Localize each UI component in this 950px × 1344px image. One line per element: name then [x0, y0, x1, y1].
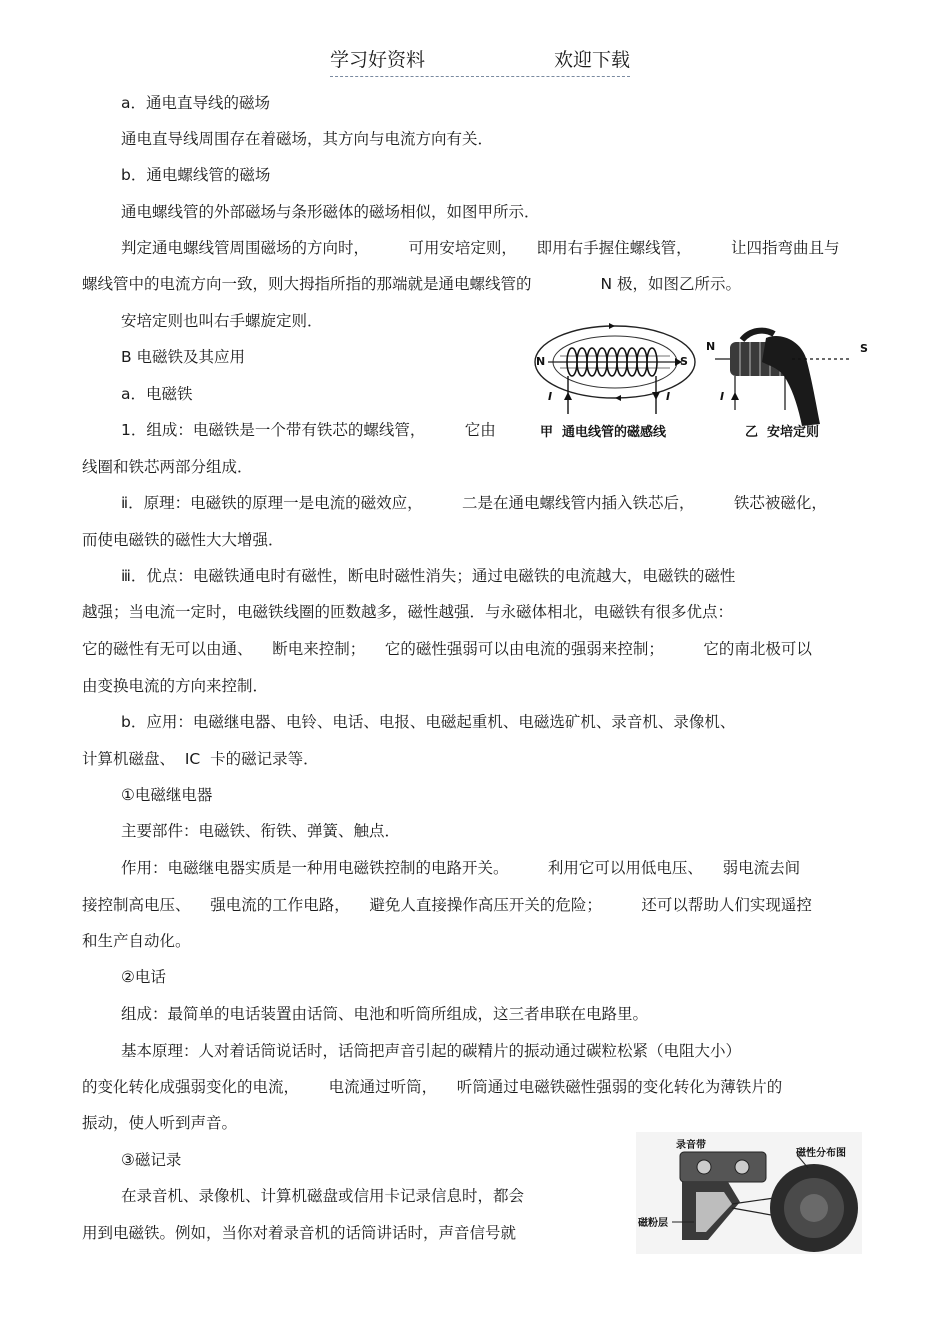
- label-distribution: 磁性分布图: [796, 1148, 846, 1159]
- text-line: 作用：电磁继电器实质是一种用电磁铁控制的电路开关。 利用它可以用低电压、 弱电流去间: [121, 859, 801, 877]
- label-n-right: N: [706, 340, 716, 353]
- text-line: ⅱ．原理：电磁铁的原理一是电流的磁效应， 二是在通电螺线管内插入铁芯后， 铁芯被磁化，: [121, 494, 827, 512]
- label-powder-layer: 磁粉层: [638, 1218, 668, 1229]
- header-left-text: 学习好资料: [330, 49, 426, 71]
- text-line: 通电直导线周围存在着磁场，其方向与电流方向有关．: [121, 130, 494, 148]
- text-line: ③磁记录: [121, 1151, 182, 1169]
- text-line: 判定通电螺线管周围磁场的方向时， 可用安培定则， 即用右手握住螺线管， 让四指弯曲且与: [121, 239, 840, 257]
- label-s-left: S: [680, 355, 688, 368]
- text-line: 越强；当电流一定时，电磁铁线圈的匝数越多，磁性越强．与永磁体相北，电磁铁有很多优点：: [82, 603, 734, 621]
- text-line: 用到电磁铁。例如，当你对着录音机的话筒讲话时，声音信号就: [82, 1224, 517, 1242]
- text-line: 计算机磁盘、 IC 卡的磁记录等．: [82, 750, 319, 768]
- label-i-right: I: [720, 390, 725, 403]
- text-line: 组成：最简单的电话装置由话筒、电池和听筒所组成，这三者串联在电路里。: [121, 1005, 649, 1023]
- text-line: 主要部件：电磁铁、衔铁、弹簧、触点．: [121, 822, 401, 840]
- label-i-left-2: I: [666, 390, 671, 403]
- text-line: 的变化转化成强弱变化的电流， 电流通过听筒， 听筒通过电磁铁磁性强弱的变化转化为薄铁片的: [82, 1078, 783, 1096]
- text-line: 振动，使人听到声音。: [82, 1114, 238, 1132]
- text-line: a．电磁铁: [121, 385, 193, 403]
- text-line: b．应用：电磁继电器、电铃、电话、电报、电磁起重机、电磁选矿机、录音机、录像机、: [121, 713, 736, 731]
- label-i-left: I: [548, 390, 553, 403]
- ampere-rule-illustration: [715, 331, 852, 426]
- figure-caption-left: 甲 通电线管的磁感线: [540, 425, 667, 440]
- text-line: 接控制高电压、 强电流的工作电路， 避免人直接操作高压开关的危险； 还可以帮助人们实现遥控: [82, 896, 812, 914]
- text-line: a．通电直导线的磁场: [121, 94, 270, 112]
- text-line: ⅲ．优点：电磁铁通电时有磁性，断电时磁性消失；通过电磁铁的电流越大，电磁铁的磁性: [121, 567, 736, 585]
- text-line: 由变换电流的方向来控制．: [82, 677, 269, 695]
- text-line: 1．组成：电磁铁是一个带有铁芯的螺线管， 它由: [121, 421, 496, 439]
- text-line: 而使电磁铁的磁性大大增强．: [82, 531, 284, 549]
- text-line: ①电磁继电器: [121, 786, 213, 804]
- label-n-left: N: [536, 355, 546, 368]
- label-s-right: S: [860, 342, 868, 355]
- text-line: 通电螺线管的外部磁场与条形磁体的磁场相似，如图甲所示．: [121, 203, 540, 221]
- text-line: 安培定则也叫右手螺旋定则．: [121, 312, 323, 330]
- text-line: 在录音机、录像机、计算机磁盘或信用卡记录信息时，都会: [121, 1187, 525, 1205]
- text-line: 基本原理：人对着话筒说话时，话筒把声音引起的碳精片的振动通过碳粒松紧（电阻大小）: [121, 1042, 742, 1060]
- text-line: 螺线管中的电流方向一致，则大拇指所指的那端就是通电螺线管的 N 极，如图乙所示。: [82, 275, 742, 293]
- text-line: 线圈和铁芯两部分组成．: [82, 458, 253, 476]
- text-line: b．通电螺线管的磁场: [121, 166, 271, 184]
- figure-caption-right: 乙 安培定则: [745, 425, 820, 440]
- header-right-text: 欢迎下载: [553, 49, 630, 71]
- text-line: 和生产自动化。: [82, 932, 191, 950]
- text-line: ②电话: [121, 968, 166, 986]
- label-tape: 录音带: [676, 1140, 706, 1151]
- text-line: 它的磁性有无可以由通、 断电来控制； 它的磁性强弱可以由电流的强弱来控制； 它的南北极可以: [82, 640, 812, 658]
- page-header: [330, 46, 630, 77]
- solenoid-figure: [530, 318, 880, 443]
- text-line: B 电磁铁及其应用: [121, 348, 246, 366]
- magnetic-recording-figure: [636, 1132, 862, 1254]
